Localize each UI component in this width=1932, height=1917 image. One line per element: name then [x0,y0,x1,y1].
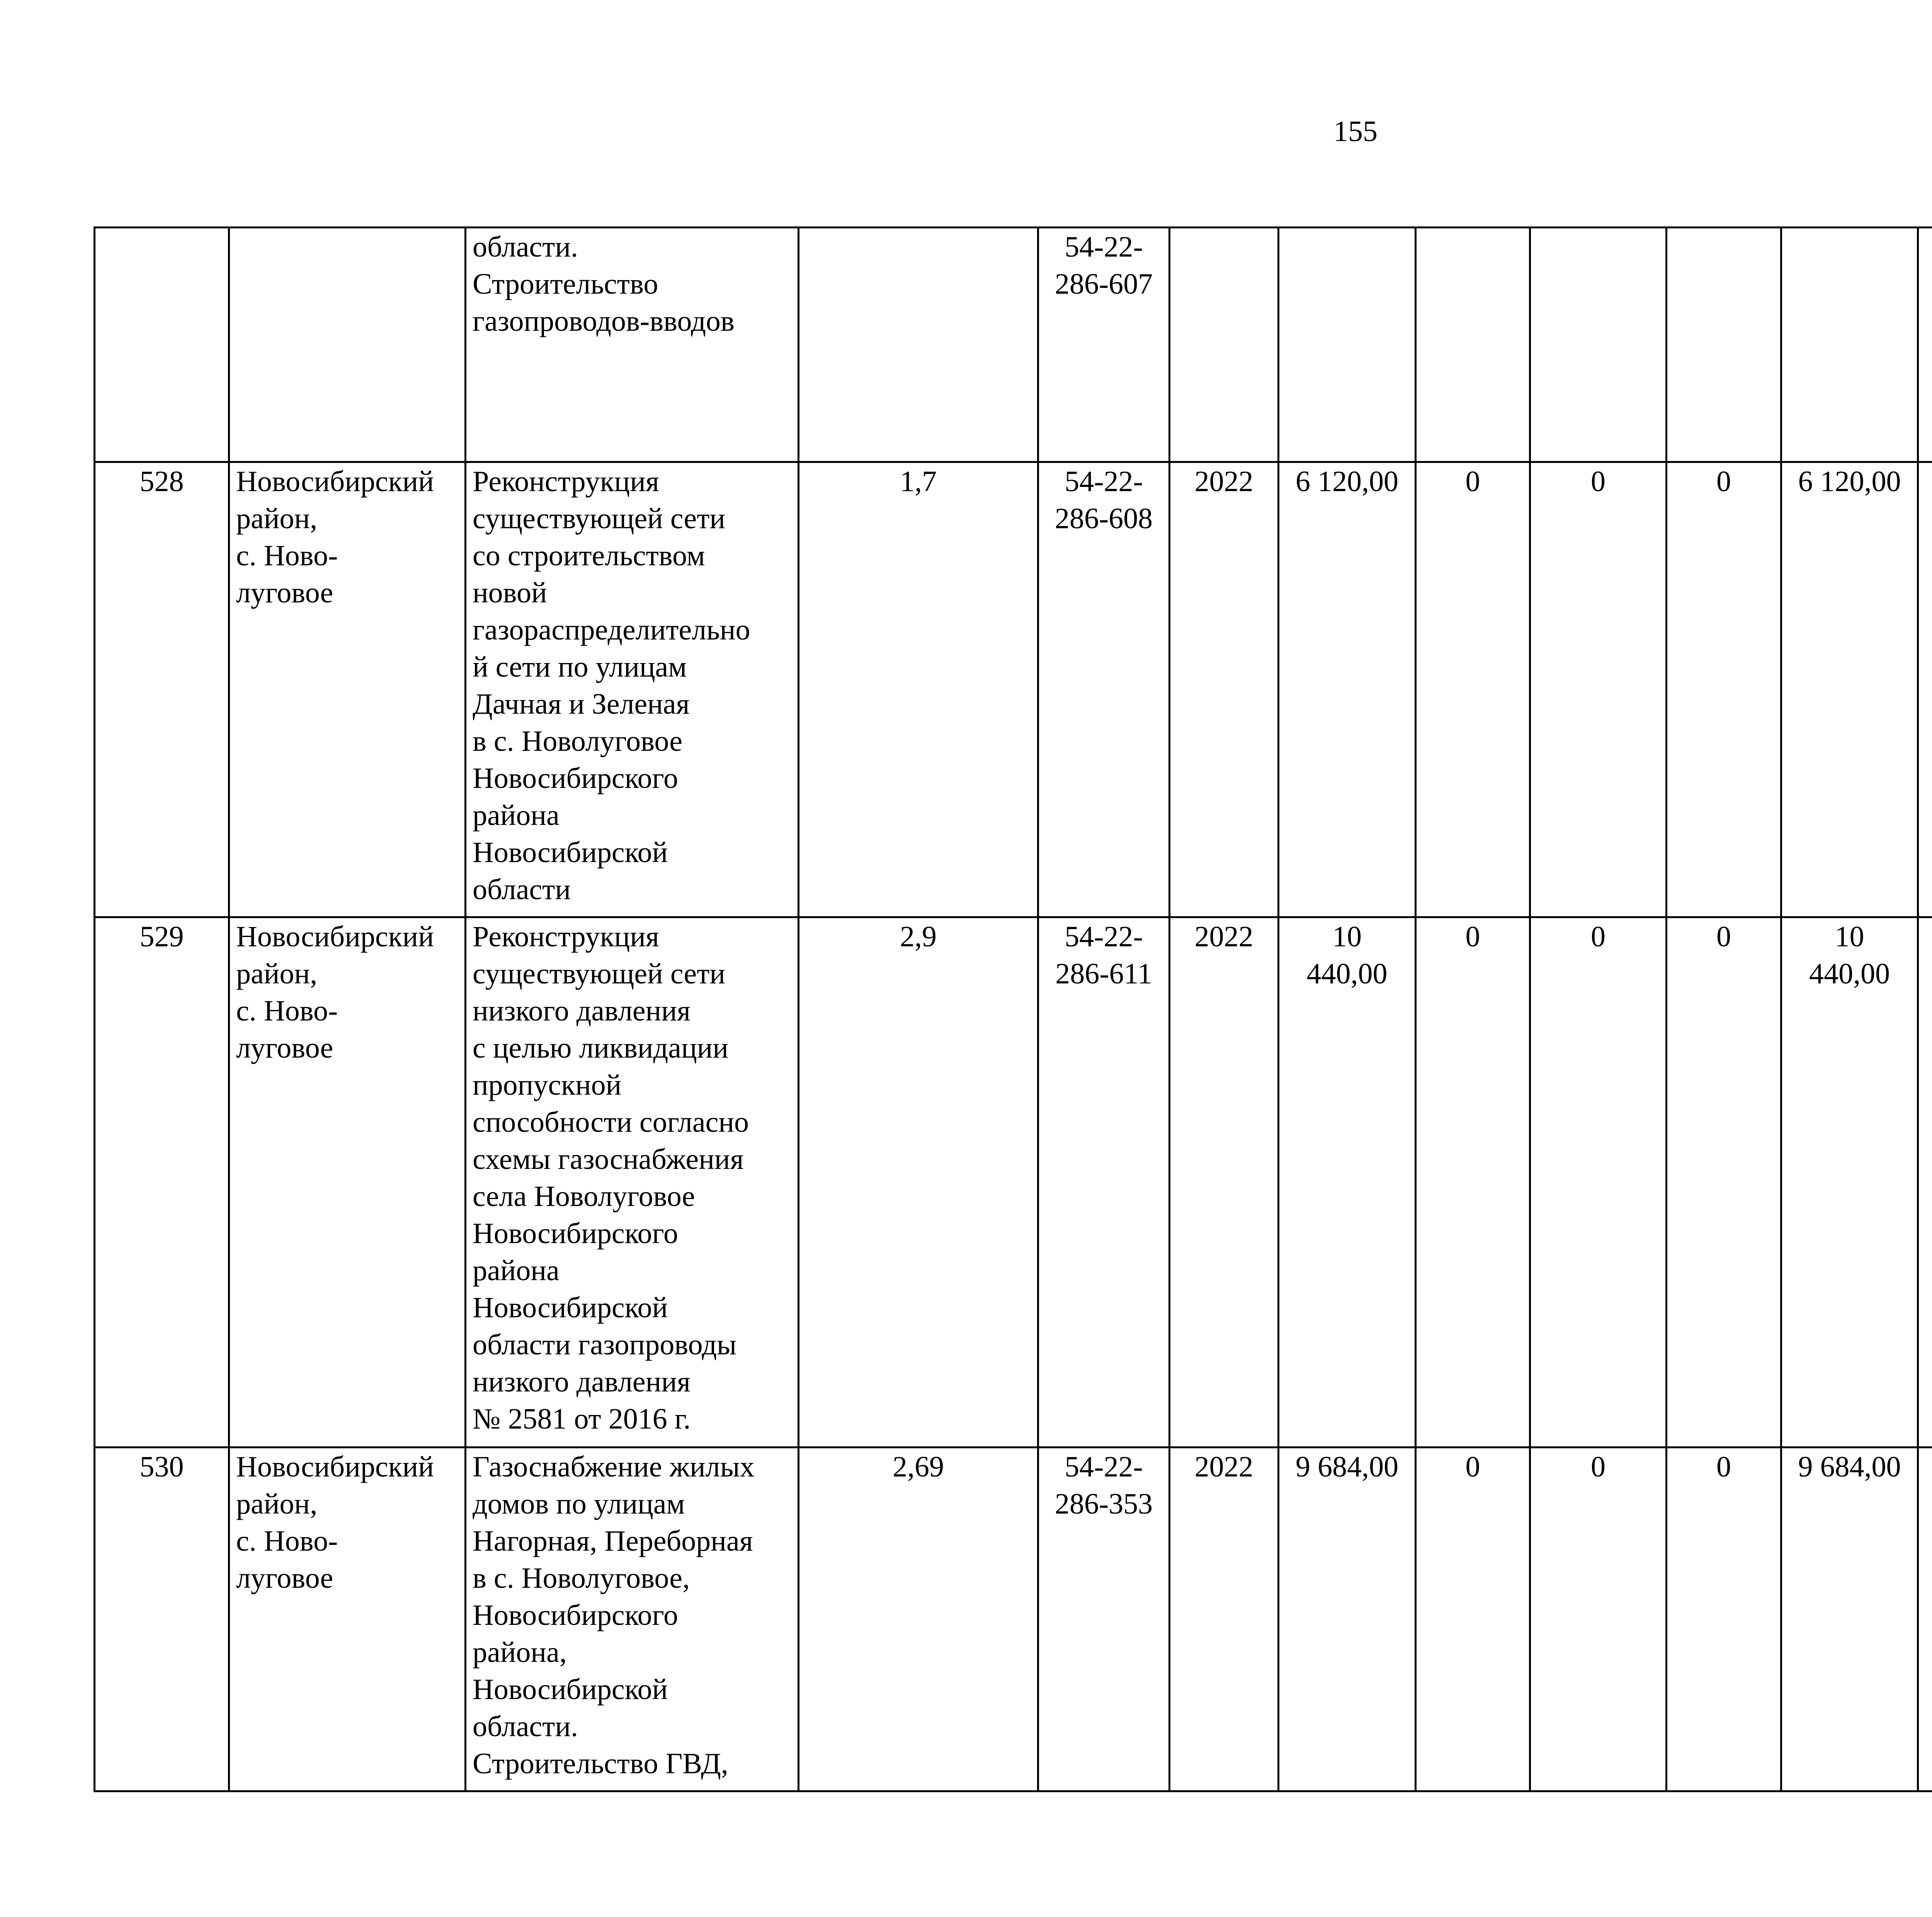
table-row [95,1448,1932,1791]
description-cell: Реконструкция существующей сети со строительством новой газораспределительно й сети по улицам Дачная и Зеленая в с. Новолуговое Новосибирского района Новосибирской области [466,462,799,917]
value-cell-c: 0 [1667,462,1781,917]
value-cell-d: 6 120,00 [1781,462,1918,917]
value-cell-d [1781,228,1918,462]
value-cell-d: 9 684,00 [1781,1448,1918,1791]
total-cell: 10 440,00 [1279,917,1416,1448]
value-cell-c: 0 [1667,917,1781,1448]
value-cell-b: 0 [1530,462,1667,917]
value-cell-c [1667,228,1781,462]
year-cell: 2022 [1170,917,1279,1448]
length-cell: 2,69 [799,1448,1038,1791]
total-cell: 9 684,00 [1279,1448,1416,1791]
year-cell: 2022 [1170,1448,1279,1791]
year-cell [1170,228,1279,462]
year-cell: 2022 [1170,462,1279,917]
total-cell [1279,228,1416,462]
table-row [95,462,1932,917]
total-cell: 6 120,00 [1279,462,1416,917]
area-cell [229,228,466,462]
value-cell-a [1416,228,1530,462]
length-cell: 1,7 [799,462,1038,917]
table-row [95,917,1932,1448]
organization-cell [1918,917,1932,1448]
table-row [95,228,1932,462]
area-cell: Новосибирский район, с. Ново- луговое [229,462,466,917]
code-cell: 54-22- 286-353 [1038,1448,1170,1791]
value-cell-c: 0 [1667,1448,1781,1791]
code-cell: 54-22- 286-608 [1038,462,1170,917]
value-cell-a: 0 [1416,1448,1530,1791]
value-cell-b [1530,228,1667,462]
description-cell: Реконструкция существующей сети низкого давления с целью ликвидации пропускной способности согласно схемы газоснабжения села Новолуговое Новосибирского района Новосибирской области газопроводы низкого давления № 2581 от 2016 г. [466,917,799,1448]
description-cell: области. Строительство газопроводов-вводов [466,228,799,462]
data-table [94,226,1932,1792]
row-number-cell: 529 [95,917,229,1448]
organization-cell [1918,1448,1932,1791]
length-cell [799,228,1038,462]
organization-cell [1918,228,1932,462]
code-cell: 54-22- 286-607 [1038,228,1170,462]
description-cell: Газоснабжение жилых домов по улицам Нагорная, Переборная в с. Новолуговое, Новосибирского района, Новосибирской области. Строительство ГВД, [466,1448,799,1791]
organization-cell [1918,462,1932,917]
page-number: 155 [1333,115,1378,148]
row-number-cell: 530 [95,1448,229,1791]
value-cell-d: 10 440,00 [1781,917,1918,1448]
area-cell: Новосибирский район, с. Ново- луговое [229,917,466,1448]
value-cell-a: 0 [1416,917,1530,1448]
row-number-cell [95,228,229,462]
row-number-cell: 528 [95,462,229,917]
value-cell-a: 0 [1416,462,1530,917]
code-cell: 54-22- 286-611 [1038,917,1170,1448]
value-cell-b: 0 [1530,1448,1667,1791]
value-cell-b: 0 [1530,917,1667,1448]
area-cell: Новосибирский район, с. Ново- луговое [229,1448,466,1791]
length-cell: 2,9 [799,917,1038,1448]
